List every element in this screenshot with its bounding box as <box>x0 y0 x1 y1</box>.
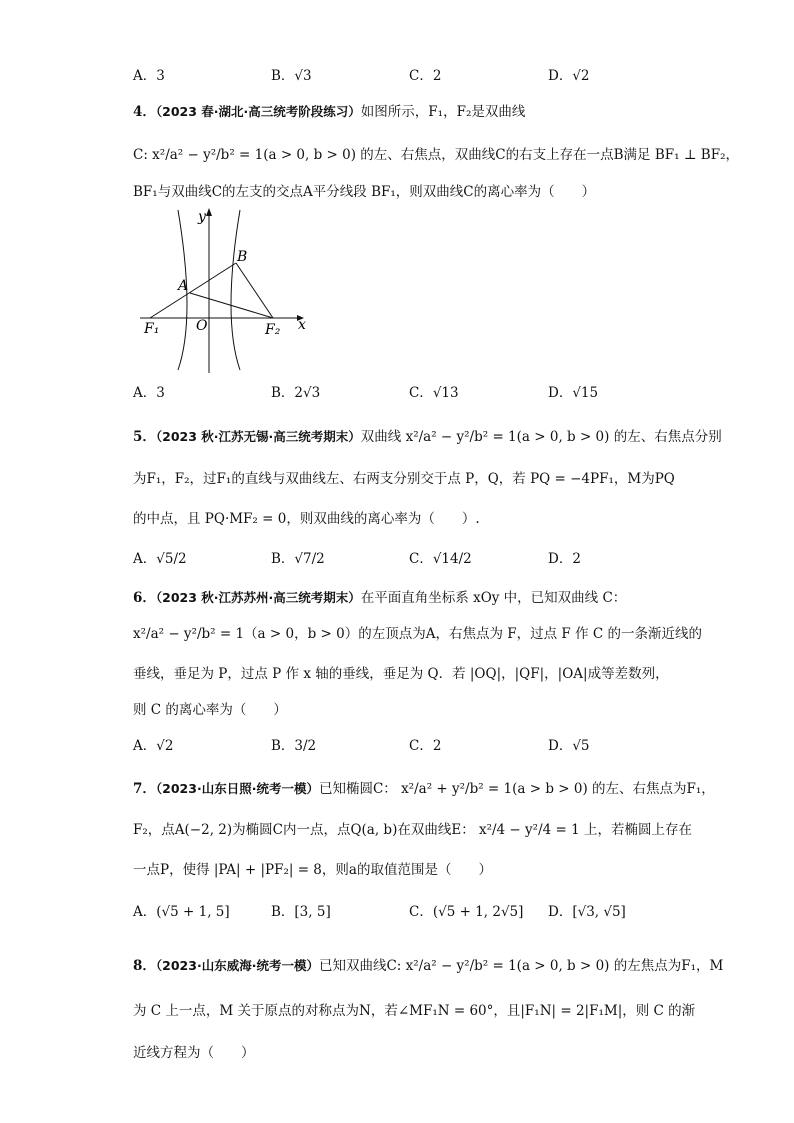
q6-line-4: 则 C 的离心率为（ ） <box>133 702 287 718</box>
q6-option-c: C．2 <box>409 738 442 754</box>
q3-option-d: D．√2 <box>548 68 590 84</box>
q4-option-a: A．3 <box>133 385 165 401</box>
q6-option-a: A．√2 <box>133 738 174 754</box>
q7-line-3: 一点P，使得 |PA| + |PF₂| = 8，则a的取值范围是（ ） <box>133 862 492 878</box>
q5-option-a: A．√5/2 <box>133 551 187 567</box>
q8-line-3: 近线方程为（ ） <box>133 1045 255 1061</box>
q4-line-3: BF₁与双曲线C的左支的交点A平分线段 BF₁，则双曲线C的离心率为（ ） <box>133 184 596 200</box>
q4-text-1: 如图所示，F₁，F₂是双曲线 <box>360 104 526 120</box>
label-a: A <box>178 278 189 294</box>
q3-option-b: B．√3 <box>271 68 312 84</box>
hyperbola-right-branch <box>231 210 240 370</box>
q5-number: 5． <box>133 429 156 445</box>
q5-line-3: 的中点，且 PQ·MF₂ = 0，则双曲线的离心率为（ ）. <box>133 511 480 527</box>
q5-option-c: C．√14/2 <box>409 551 472 567</box>
q7-option-c: C．(√5 + 1, 2√5] <box>409 904 524 920</box>
label-b: B <box>237 249 248 265</box>
q4-number: 4． <box>133 104 156 120</box>
label-x: x <box>298 317 306 333</box>
q6-number: 6． <box>133 590 156 606</box>
q4-line-1 <box>133 102 525 122</box>
q7-line-2: F₂，点A(−2, 2)为椭圆C内一点，点Q(a, b)在双曲线E： x²/4 − y²/4 = 1 上，若椭圆上存在 <box>133 822 692 838</box>
y-axis-arrow <box>206 208 212 216</box>
q8-text-1: 已知双曲线C: x²/a² − y²/b² = 1(a > 0, b > 0) 的左焦点为F₁，M <box>318 958 724 974</box>
q8-source: （2023·山东威海·统考一模） <box>155 958 319 973</box>
q7-option-a: A．(√5 + 1, 5] <box>133 904 230 920</box>
q7-number: 7． <box>133 781 156 797</box>
q5-line-2: 为F₁，F₂，过F₁的直线与双曲线左、右两支分别交于点 P，Q，若 PQ = −4PF₁，M为PQ <box>133 471 675 487</box>
label-o: O <box>196 318 208 334</box>
q6-line-3: 垂线，垂足为 P，过点 P 作 x 轴的垂线，垂足为 Q．若 |OQ|，|QF|，|OA|成等差数列， <box>133 666 669 682</box>
q3-option-c: C．2 <box>409 68 442 84</box>
q6-source: （2023 秋·江苏苏州·高三统考期末） <box>155 590 361 605</box>
label-f2: F₂ <box>265 322 281 338</box>
segment-f1-b <box>150 263 236 318</box>
q4-option-b: B．2√3 <box>271 385 321 401</box>
q6-option-d: D．√5 <box>548 738 590 754</box>
label-y: y <box>198 209 206 225</box>
q6-line-1 <box>133 588 626 608</box>
q7-text-1: 已知椭圆C： x²/a² + y²/b² = 1(a > b > 0) 的左、右焦点为F₁， <box>318 781 715 797</box>
q4-option-d: D．√15 <box>548 385 599 401</box>
q4-option-c: C．√13 <box>409 385 459 401</box>
q6-option-b: B．3/2 <box>271 738 317 754</box>
q5-option-b: B．√7/2 <box>271 551 325 567</box>
label-f1: F₁ <box>144 321 160 337</box>
q4-line-2: C: x²/a² − y²/b² = 1(a > 0, b > 0) 的左、右焦点，双曲线C的右支上存在一点B满足 BF₁ ⊥ BF₂， <box>133 147 740 163</box>
q6-text-1: 在平面直角坐标系 xOy 中，已知双曲线 C： <box>360 590 627 606</box>
q4-source: （2023 春·湖北·高三统考阶段练习） <box>155 104 361 119</box>
q7-option-d: D．[√3, √5] <box>548 904 626 920</box>
hyperbola-figure <box>140 205 315 375</box>
q5-source: （2023 秋·江苏无锡·高三统考期末） <box>155 429 361 444</box>
q8-number: 8． <box>133 958 156 974</box>
q7-source: （2023·山东日照·统考一模） <box>155 781 319 796</box>
q8-line-1 <box>133 956 723 976</box>
q7-line-1 <box>133 779 715 799</box>
q6-line-2: x²/a² − y²/b² = 1（a > 0，b > 0）的左顶点为A，右焦点为 F，过点 F 作 C 的一条渐近线的 <box>133 626 702 642</box>
q8-line-2: 为 C 上一点，M 关于原点的对称点为N，若∠MF₁N = 60°，且|F₁N| = 2|F₁M|，则 C 的渐 <box>133 1003 696 1019</box>
q3-option-a: A．3 <box>133 68 165 84</box>
q5-line-1 <box>133 427 722 447</box>
q5-option-d: D．2 <box>548 551 581 567</box>
q7-option-b: B．[3, 5] <box>271 904 331 920</box>
segment-b-f2 <box>236 263 273 318</box>
q5-text-1: 双曲线 x²/a² − y²/b² = 1(a > 0, b > 0) 的左、右焦点分别 <box>360 429 722 445</box>
